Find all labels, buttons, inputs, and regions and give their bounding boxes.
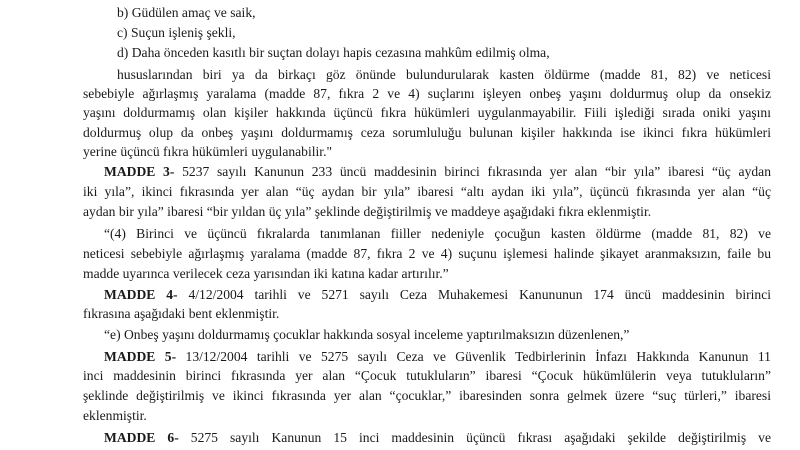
madde3-label: MADDE 3-	[104, 164, 175, 179]
madde5-line-1	[104, 348, 771, 365]
madde5-line-3: şeklinde değiştirilmiş ve ikinci fıkrasında yer alan “çocuklar,” ibaresinden sonra gelmek üzere “suç türleri,” ibaresi	[83, 388, 771, 403]
para1-line-4: doldurmuş olup da onbeş yaşını doldurmamış ceza sorumluluğu bulunan kişiler hakkında ise ikinci fıkra hükümleri	[83, 125, 771, 140]
madde3-text-1: 5237 sayılı Kanunun 233 üncü maddesinin birinci fıkrasında yer alan “bir yıla” ibaresi “üç aydan	[182, 164, 771, 179]
madde3-line-3: aydan bir yıla” ibaresi “bir yıldan üç yıla” şeklinde değiştirilmiş ve maddeye aşağıdaki fıkra eklenmiştir.	[83, 204, 652, 219]
para1-line-3: yaşını doldurmamış olan kişiler hakkında üçüncü fıkra hükümleri uygulanmayabilir. Fiili işlediği sırada oniki yaşını	[83, 105, 771, 120]
madde3-quote-2: neticesi sebebiyle ağırlaşmış yaralama (madde 87, fıkra 2 ve 4) suçunu işlemesi halinde şikayet aranmaksızın, faile bu	[83, 246, 771, 261]
madde3-line-2: iki yıla”, ikinci fıkrasında yer alan “üç aydan bir yıla” ibaresi “altı aydan iki yıla”, üçüncü fıkrasında yer alan “üç	[83, 184, 771, 199]
para1-line-1: hususlarından biri ya da birkaçı göz önünde bulundurularak kasten öldürme (madde 81, 82) ve neticesi	[117, 67, 771, 82]
para1-line-2: sebebiyle ağırlaşmış yaralama (madde 87, fıkra 2 ve 4) suçlarını işleyen onbeş yaşını doldurmuş olup da onsekiz	[83, 86, 771, 101]
madde5-line-4: eklenmiştir.	[83, 408, 147, 423]
madde5-text-1: 13/12/2004 tarihli ve 5275 sayılı Ceza ve Güvenlik Tedbirlerinin İnfazı Hakkında Kanunun 11	[185, 349, 771, 364]
madde4-label: MADDE 4-	[104, 287, 178, 302]
madde4-quote: “e) Onbeş yaşını doldurmamış çocuklar hakkında sosyal inceleme yaptırılmaksızın düzenlenen,”	[104, 327, 630, 342]
madde6-label: MADDE 6-	[104, 430, 179, 445]
madde6-text-1: 5275 sayılı Kanunun 15 inci maddesinin üçüncü fıkrası aşağıdaki şekilde değiştirilmiş ve	[190, 430, 771, 445]
madde4-line-1	[104, 286, 771, 303]
item-b: b) Güdülen amaç ve saik,	[117, 5, 256, 20]
madde3-line-1	[104, 163, 771, 180]
madde4-text-1: 4/12/2004 tarihli ve 5271 sayılı Ceza Muhakemesi Kanununun 174 üncü maddesinin birinci	[188, 287, 772, 302]
item-c: c) Suçun işleniş şekli,	[117, 25, 236, 40]
madde4-line-2: fıkrasına aşağıdaki bent eklenmiştir.	[83, 306, 280, 321]
para1-line-5: yerine üçüncü fıkra hükümleri uygulanabilir."	[83, 144, 333, 159]
madde6-line-1	[104, 429, 771, 446]
madde3-quote-1: “(4) Birinci ve üçüncü fıkralarda tanımlanan fiiller nedeniyle çocuğun kasten öldürme (madde 81, 82) ve	[104, 226, 771, 241]
madde3-quote-3: madde uyarınca verilecek ceza yarısından iki katına kadar artırılır.”	[83, 266, 449, 281]
item-d: d) Daha önceden kasıtlı bir suçtan dolayı hapis cezasına mahkûm edilmiş olma,	[117, 45, 550, 60]
madde5-label: MADDE 5-	[104, 349, 177, 364]
madde5-line-2: inci maddesinin birinci fıkrasında yer alan “Çocuk tutukluların” ibaresi “Çocuk hükümlülerin veya tutukluların”	[83, 368, 771, 383]
